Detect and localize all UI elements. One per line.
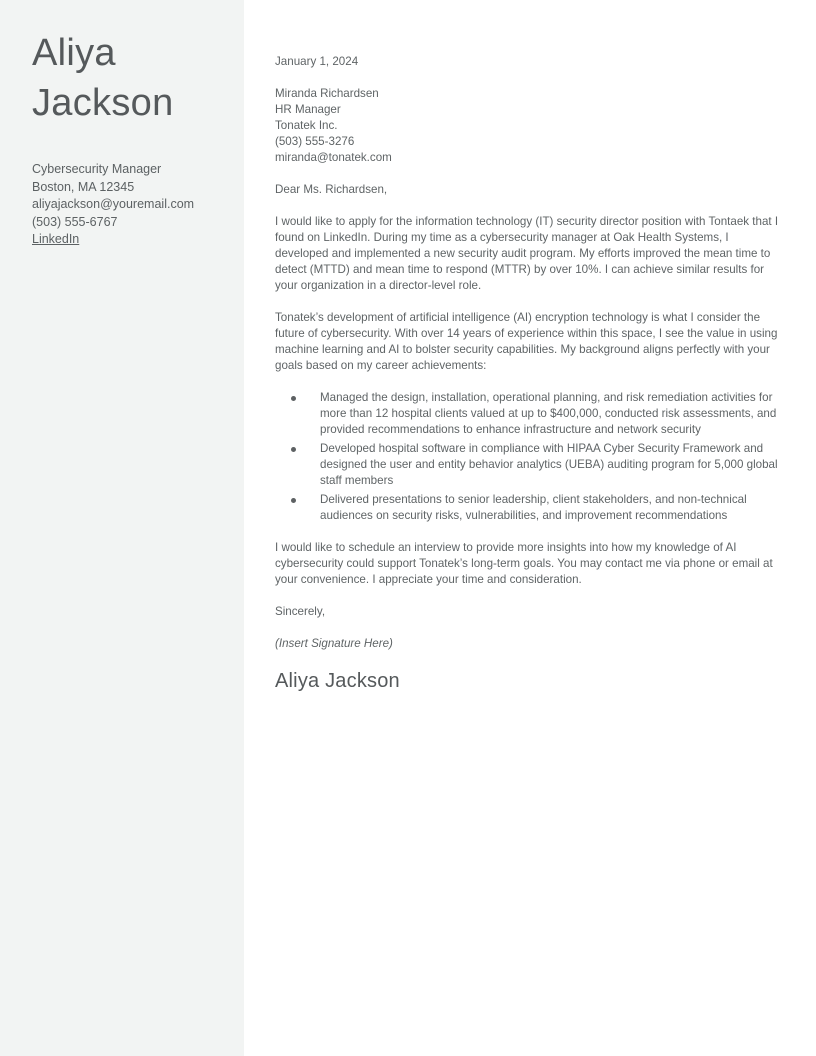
paragraph-intro: I would like to apply for the information technology (IT) security director position with Tontaek that I found on LinkedIn. During my time as a cybersecurity manager at Oak Health Systems, I developed and implemented a new security audit program. My efforts improved the mean time to detect (MTTD) and mean time to respond (MTTR) by over 10%. I can achieve similar results for your organization in a director-level role. [275, 215, 779, 292]
list-item-text: Delivered presentations to senior leadership, client stakeholders, and non-technical audiences on security risks, vulnerabilities, and improvement recommendations [320, 493, 747, 522]
email-address: aliyajackson@youremail.com [32, 197, 195, 211]
list-item [275, 390, 780, 438]
achievements-list [275, 390, 780, 524]
sign-off: Sincerely, [275, 605, 326, 618]
list-item [275, 441, 780, 489]
phone-number: (503) 555-6767 [32, 214, 118, 229]
signature-placeholder: (Insert Signature Here) [275, 637, 393, 650]
letter-date: January 1, 2024 [275, 55, 359, 68]
salutation: Dear Ms. Richardsen, [275, 183, 388, 196]
recipient-role: HR Manager [275, 103, 341, 116]
recipient-email: miranda@tonatek.com [275, 151, 392, 164]
recipient-block [275, 86, 780, 166]
list-item-text: Managed the design, installation, operational planning, and risk remediation activities for more than 12 hospital clients valued at up to $400,000, conducted risk assessments, and provided recommendations to enhance infrastructure and network security [320, 391, 777, 436]
paragraph-company-fit: Tonatek’s development of artificial intelligence (AI) encryption technology is what I consider the future of cybersecurity. With over 14 years of experience within this space, I see the value in using machine learning and AI to bolster security capabilities. My background aligns perfectly with your goals based on my career achievements: [275, 311, 778, 372]
recipient-phone: (503) 555-3276 [275, 135, 355, 148]
bullet-icon [291, 396, 296, 401]
list-item-text: Developed hospital software in compliance with HIPAA Cyber Security Framework and designed the user and entity behavior analytics (UEBA) auditing program for 5,000 global staff members [320, 442, 778, 487]
applicant-name [32, 28, 224, 128]
location: Boston, MA 12345 [32, 179, 135, 194]
recipient-company: Tonatek Inc. [275, 119, 338, 132]
job-title: Cybersecurity Manager [32, 162, 162, 176]
paragraph-closing: I would like to schedule an interview to provide more insights into how my knowledge of AI cybersecurity could support Tonatek’s long-term goals. You may contact me via phone or email at your convenience. I appreciate your time and consideration. [275, 541, 773, 586]
letter-body [244, 0, 816, 1056]
applicant-name-line-2: Jackson [32, 82, 174, 124]
applicant-name-line-1: Aliya [32, 32, 116, 74]
recipient-name: Miranda Richardsen [275, 87, 379, 100]
list-item [275, 492, 780, 524]
contact-block [32, 161, 224, 249]
bullet-icon [291, 447, 296, 452]
bullet-icon [291, 498, 296, 503]
linkedin-link[interactable]: LinkedIn [32, 232, 80, 246]
signature-name: Aliya Jackson [275, 670, 400, 692]
sidebar [0, 0, 244, 1056]
